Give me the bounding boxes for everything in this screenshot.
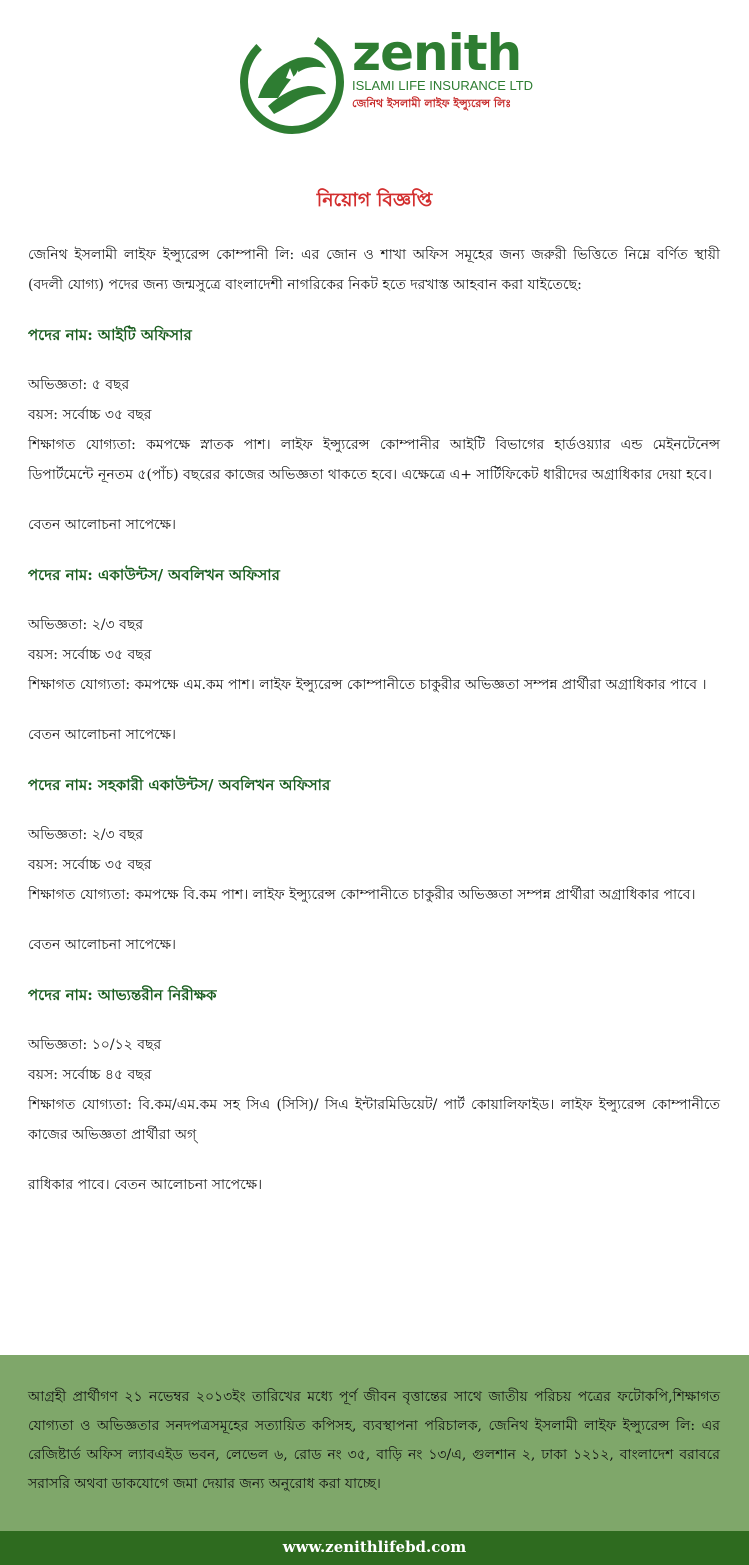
job-section-internal-auditor: [28, 980, 720, 1200]
page-title: নিয়োগ বিজ্ঞপ্তি: [316, 189, 433, 211]
notice-body: [28, 240, 720, 1220]
website-link[interactable]: www.zenithlifebd.com: [282, 1538, 467, 1556]
job-education: শিক্ষাগত যোগ্যতা: বি.কম/এম.কম সহ সিএ (সিসি)/ সিএ ইন্টারমিডিয়েট/ পার্ট কোয়ালিফাইড। লাইফ ইন্স্যুরেন্স কোম্পানীতে কাজের অভিজ্ঞতা প্রার্থীরা অগ্: [28, 1097, 720, 1143]
job-education: শিক্ষাগত যোগ্যতা: কমপক্ষে স্নাতক পাশ। লাইফ ইন্স্যুরেন্স কোম্পানীর আইটি বিভাগের হার্ডওয়্যার এন্ড মেইনটেনেন্স ডিপার্টমেন্টে নূনতম ৫(পাঁচ) বছরের কাজের অভিজ্ঞতা থাকতে হবে। এক্ষেত্রে এ+ সার্টিফিকেট ধারীদের অগ্রাধিকার দেয়া হবে।: [28, 437, 720, 483]
job-age: বয়স: সর্বোচ্চ ৪৫ বছর: [28, 1067, 152, 1083]
brand-subtitle: ISLAMI LIFE INSURANCE LTD: [352, 78, 534, 93]
job-title: পদের নাম: একাউন্টস/ অবলিখন অফিসার: [28, 566, 280, 584]
job-title: পদের নাম: আইটি অফিসার: [28, 326, 192, 344]
brand-bangla-name: জেনিথ ইসলামী লাইফ ইন্স্যুরেন্স লিঃ: [352, 97, 512, 110]
intro-paragraph: জেনিথ ইসলামী লাইফ ইন্স্যুরেন্স কোম্পানী লি: এর জোন ও শাখা অফিস সমূহের জন্য জরুরী ভিত্তিতে নিম্নে বর্ণিত স্থায়ী (বদলী যোগ্য) পদের জন্য জন্মসুত্রে বাংলাদেশী নাগরিকের নিকট হতে দরখাস্ত আহবান করা যাইতেছে:: [28, 247, 720, 293]
job-salary: বেতন আলোচনা সাপেক্ষে।: [28, 937, 177, 953]
job-experience: অভিজ্ঞতা: ২/৩ বছর: [28, 617, 144, 633]
job-age: বয়স: সর্বোচ্চ ৩৫ বছর: [28, 647, 152, 663]
job-experience: অভিজ্ঞতা: ৫ বছর: [28, 377, 130, 393]
job-age: বয়স: সর্বোচ্চ ৩৫ বছর: [28, 407, 152, 423]
application-instructions-box: [0, 1355, 749, 1531]
job-experience: অভিজ্ঞতা: ২/৩ বছর: [28, 827, 144, 843]
job-salary: বেতন আলোচনা সাপেক্ষে।: [28, 517, 177, 533]
header: [0, 0, 749, 150]
website-bar: [0, 1531, 749, 1565]
hands-logo-icon: [238, 28, 346, 136]
job-salary: রাধিকার পাবে। বেতন আলোচনা সাপেক্ষে।: [28, 1177, 263, 1193]
job-education: শিক্ষাগত যোগ্যতা: কমপক্ষে বি.কম পাশ। লাইফ ইন্স্যুরেন্স কোম্পানীতে চাকুরীর অভিজ্ঞতা সম্পন্ন প্রার্থীরা অগ্রাধিকার পাবে।: [28, 887, 696, 903]
job-experience: অভিজ্ঞতা: ১০/১২ বছর: [28, 1037, 162, 1053]
job-age: বয়স: সর্বোচ্চ ৩৫ বছর: [28, 857, 152, 873]
application-instructions: আগ্রহী প্রার্থীগণ ২১ নভেম্বর ২০১৩ইং তারিখের মধ্যে পূর্ণ জীবন বৃত্তান্তের সাথে জাতীয় পরিচয় পত্রের ফটোকপি,শিক্ষাগত যোগ্যতা ও অভিজ্ঞতার সনদপত্রসমূহের সত্যায়িত কপিসহ, ব্যবস্থাপনা পরিচালক, জেনিথ ইসলামী লাইফ ইন্স্যুরেন্স লি: এর রেজিষ্টার্ড অফিস ল্যাবএইড ভবন, লেভেল ৬, রোড নং ৩৫, বাড়ি নং ১৩/এ, গুলশান ২, ঢাকা ১২১২, বাংলাদেশ বরাবরে সরাসরি অথবা ডাকযোগে জমা দেয়ার জন্য অনুরোধ করা যাচ্ছে।: [28, 1389, 720, 1492]
job-section-assistant-accounts-officer: [28, 770, 720, 960]
job-title: পদের নাম: আভ্যন্তরীন নিরীক্ষক: [28, 986, 217, 1004]
brand-name: zenith: [352, 24, 522, 82]
job-salary: বেতন আলোচনা সাপেক্ষে।: [28, 727, 177, 743]
job-section-accounts-officer: [28, 560, 720, 750]
job-section-it-officer: [28, 320, 720, 540]
brand-block: [352, 26, 542, 114]
job-title: পদের নাম: সহকারী একাউন্টস/ অবলিখন অফিসার: [28, 776, 331, 794]
job-education: শিক্ষাগত যোগ্যতা: কমপক্ষে এম.কম পাশ। লাইফ ইন্স্যুরেন্স কোম্পানীতে চাকুরীর অভিজ্ঞতা সম্পন্ন প্রার্থীরা অগ্রাধিকার পাবে ।: [28, 677, 707, 693]
